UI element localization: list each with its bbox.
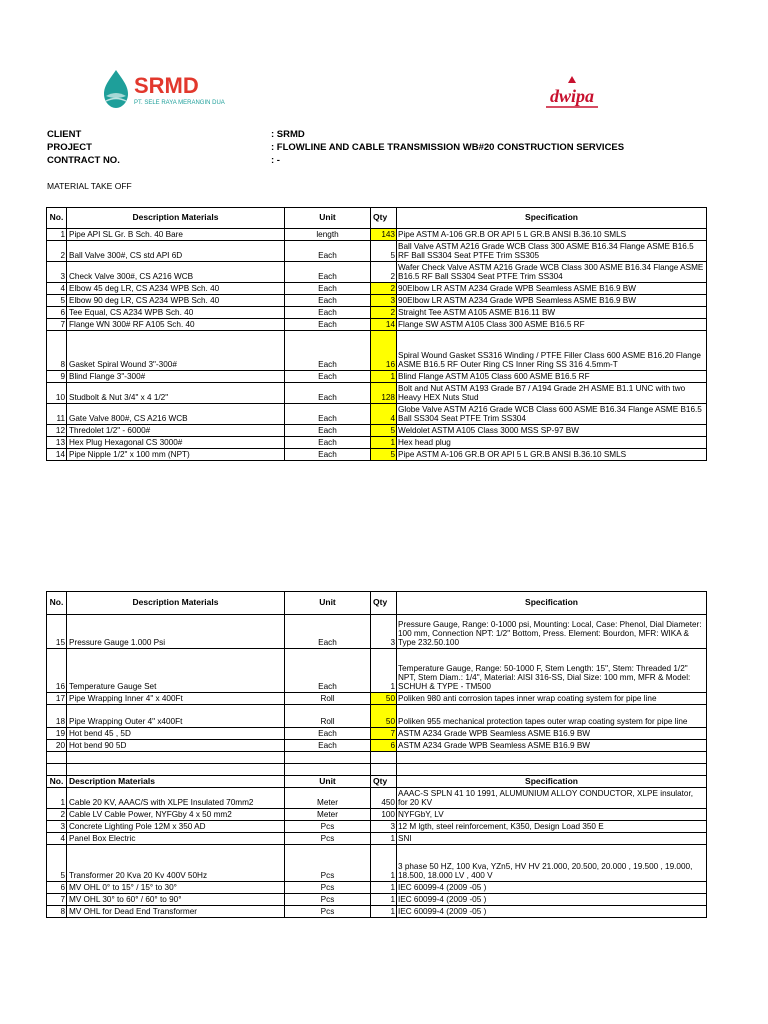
row-number: 11 — [47, 404, 67, 425]
col-header-unit: Unit — [285, 776, 371, 788]
row-unit: Each — [285, 383, 371, 404]
row-specification: IEC 60099-4 (2009 -05 ) — [397, 894, 707, 906]
row-specification: Globe Valve ASTM A216 Grade WCB Class 600 ASME B16.34 Flange ASME B16.5 Ball SS304 Seat PTFE Trim SS304 — [397, 404, 707, 425]
row-description: Elbow 45 deg LR, CS A234 WPB Sch. 40 — [67, 283, 285, 295]
row-number: 18 — [47, 705, 67, 728]
table-row — [47, 229, 707, 241]
table-row — [47, 383, 707, 404]
row-description: Panel Box Electric — [67, 833, 285, 845]
row-number: 4 — [47, 283, 67, 295]
table-row — [47, 425, 707, 437]
row-qty: 1 — [371, 833, 397, 845]
col-header-unit: Unit — [285, 592, 371, 615]
row-number: 3 — [47, 262, 67, 283]
row-description: Transformer 20 Kva 20 Kv 400V 50Hz — [67, 845, 285, 882]
table-row — [47, 331, 707, 371]
col-header-specification: Specification — [397, 208, 707, 229]
col-header-qty: Qty — [371, 208, 397, 229]
table-row — [47, 307, 707, 319]
row-unit: Each — [285, 262, 371, 283]
row-unit: Each — [285, 319, 371, 331]
row-unit: Pcs — [285, 833, 371, 845]
row-specification: Ball Valve ASTM A216 Grade WCB Class 300 ASME B16.34 Flange ASME B16.5 RF Ball SS304 Seat PTFE Trim SS305 — [397, 241, 707, 262]
row-unit: Pcs — [285, 906, 371, 918]
row-number: 16 — [47, 649, 67, 693]
row-unit: Each — [285, 615, 371, 649]
row-qty: 5 — [371, 449, 397, 461]
row-description: Temperature Gauge Set — [67, 649, 285, 693]
row-description: Hot bend 90 5D — [67, 740, 285, 752]
contract-label: CONTRACT NO. — [47, 155, 120, 166]
row-unit: Each — [285, 449, 371, 461]
row-unit: Each — [285, 295, 371, 307]
client-value: : SRMD — [271, 129, 305, 140]
table-row — [47, 809, 707, 821]
srmd-logo-subtitle: PT. SELE RAYA MERANGIN DUA — [134, 100, 225, 106]
row-number: 7 — [47, 894, 67, 906]
row-description: MV OHL 0° to 15° / 15° to 30° — [67, 882, 285, 894]
table-row — [47, 788, 707, 809]
row-specification: IEC 60099-4 (2009 -05 ) — [397, 882, 707, 894]
row-unit: Meter — [285, 809, 371, 821]
project-label: PROJECT — [47, 142, 92, 153]
col-header-description: Description Materials — [67, 208, 285, 229]
row-description: Blind Flange 3"-300# — [67, 371, 285, 383]
table-row — [47, 821, 707, 833]
row-number: 10 — [47, 383, 67, 404]
table-row — [47, 894, 707, 906]
row-qty: 1 — [371, 649, 397, 693]
row-unit: Each — [285, 283, 371, 295]
row-number: 4 — [47, 833, 67, 845]
table-row — [47, 283, 707, 295]
row-unit: Pcs — [285, 894, 371, 906]
table-row — [47, 262, 707, 283]
row-number: 19 — [47, 728, 67, 740]
row-description: Cable 20 KV, AAAC/S with XLPE Insulated 70mm2 — [67, 788, 285, 809]
col-header-specification: Specification — [397, 776, 707, 788]
material-take-off-title: MATERIAL TAKE OFF — [47, 181, 132, 191]
row-specification: 12 M lgth, steel reinforcement, K350, Design Load 350 E — [397, 821, 707, 833]
col-header-specification: Specification — [397, 592, 707, 615]
row-qty: 2 — [371, 283, 397, 295]
row-description: Flange WN 300# RF A105 Sch. 40 — [67, 319, 285, 331]
table-row — [47, 241, 707, 262]
col-header-qty: Qty — [371, 776, 397, 788]
row-description: Hot bend 45 , 5D — [67, 728, 285, 740]
row-number: 17 — [47, 693, 67, 705]
row-qty: 50 — [371, 705, 397, 728]
table-row — [47, 693, 707, 705]
row-qty: 16 — [371, 331, 397, 371]
row-description: Ball Valve 300#, CS std API 6D — [67, 241, 285, 262]
row-description: Studbolt & Nut 3/4" x 4 1/2" — [67, 383, 285, 404]
col-header-no: No. — [47, 208, 67, 229]
row-unit: Roll — [285, 693, 371, 705]
table-row — [47, 615, 707, 649]
row-description: Pipe Nipple 1/2" x 100 mm (NPT) — [67, 449, 285, 461]
section-header-row — [47, 776, 707, 788]
row-description: Gate Valve 800#, CS A216 WCB — [67, 404, 285, 425]
row-description: Gasket Spiral Wound 3"-300# — [67, 331, 285, 371]
row-qty: 2 — [371, 262, 397, 283]
row-qty: 3 — [371, 295, 397, 307]
row-number: 6 — [47, 307, 67, 319]
row-specification: Poliken 980 anti corrosion tapes inner wrap coating system for pipe line — [397, 693, 707, 705]
row-specification: 90Elbow LR ASTM A234 Grade WPB Seamless ASME B16.9 BW — [397, 283, 707, 295]
row-qty: 1 — [371, 845, 397, 882]
row-specification: 3 phase 50 HZ, 100 Kva, YZn5, HV HV 21.000, 20.500, 20.000 , 19.500 , 19.000, 18.500, 18.000 LV , 400 V — [397, 845, 707, 882]
material-table-1 — [46, 207, 707, 461]
client-label: CLIENT — [47, 129, 82, 140]
row-qty: 2 — [371, 307, 397, 319]
table-row — [47, 728, 707, 740]
table-row — [47, 404, 707, 425]
row-qty: 100 — [371, 809, 397, 821]
row-number: 8 — [47, 331, 67, 371]
row-unit: Each — [285, 649, 371, 693]
row-description: Concrete Lighting Pole 12M x 350 AD — [67, 821, 285, 833]
row-specification: Pipe ASTM A-106 GR.B OR API 5 L GR.B ANSI B.36.10 SMLS — [397, 229, 707, 241]
row-specification: Wafer Check Valve ASTM A216 Grade WCB Class 300 ASME B16.34 Flange ASME B16.5 RF Ball SS304 Seat PTFE Trim SS304 — [397, 262, 707, 283]
srmd-logo-name: SRMD — [134, 73, 199, 98]
table-row — [47, 705, 707, 728]
row-specification: Flange SW ASTM A105 Class 300 ASME B16.5 RF — [397, 319, 707, 331]
row-unit: Each — [285, 331, 371, 371]
row-number: 13 — [47, 437, 67, 449]
table-row — [47, 295, 707, 307]
row-description: Thredolet 1/2" - 6000# — [67, 425, 285, 437]
row-unit: Pcs — [285, 821, 371, 833]
row-description: Pipe Wrapping Outer 4" x400Ft — [67, 705, 285, 728]
row-unit: Each — [285, 307, 371, 319]
row-unit: Each — [285, 425, 371, 437]
row-specification: Poliken 955 mechanical protection tapes outer wrap coating system for pipe line — [397, 705, 707, 728]
row-description: Pipe API SL Gr. B Sch. 40 Bare — [67, 229, 285, 241]
row-unit: Each — [285, 437, 371, 449]
row-unit: Each — [285, 740, 371, 752]
row-specification: 90Elbow LR ASTM A234 Grade WPB Seamless ASME B16.9 BW — [397, 295, 707, 307]
table-row — [47, 319, 707, 331]
blank-row — [47, 764, 707, 776]
row-unit: Each — [285, 241, 371, 262]
row-qty: 4 — [371, 404, 397, 425]
row-unit: Meter — [285, 788, 371, 809]
row-specification: ASTM A234 Grade WPB Seamless ASME B16.9 BW — [397, 728, 707, 740]
row-specification: Weldolet ASTM A105 Class 3000 MSS SP-97 BW — [397, 425, 707, 437]
row-specification: NYFGbY, LV — [397, 809, 707, 821]
row-number: 5 — [47, 295, 67, 307]
row-number: 1 — [47, 788, 67, 809]
row-number: 7 — [47, 319, 67, 331]
row-specification: Hex head plug — [397, 437, 707, 449]
dwipa-logo — [540, 74, 604, 114]
col-header-qty: Qty — [371, 592, 397, 615]
table-row — [47, 882, 707, 894]
blank-row — [47, 752, 707, 764]
row-qty: 1 — [371, 882, 397, 894]
row-specification: Pipe ASTM A-106 GR.B OR API 5 L GR.B ANSI B.36.10 SMLS — [397, 449, 707, 461]
col-header-description: Description Materials — [67, 592, 285, 615]
table-row — [47, 649, 707, 693]
row-unit: Pcs — [285, 882, 371, 894]
row-specification: SNI — [397, 833, 707, 845]
row-qty: 450 — [371, 788, 397, 809]
row-description: Cable LV Cable Power, NYFGby 4 x 50 mm2 — [67, 809, 285, 821]
row-specification: AAAC-S SPLN 41 10 1991, ALUMUNIUM ALLOY CONDUCTOR, XLPE insulator, for 20 KV — [397, 788, 707, 809]
row-description: Elbow 90 deg LR, CS A234 WPB Sch. 40 — [67, 295, 285, 307]
col-header-description: Description Materials — [67, 776, 285, 788]
row-description: MV OHL 30° to 60° / 60° to 90° — [67, 894, 285, 906]
row-number: 6 — [47, 882, 67, 894]
row-qty: 1 — [371, 894, 397, 906]
table-row — [47, 845, 707, 882]
row-description: Pressure Gauge 1.000 Psi — [67, 615, 285, 649]
row-qty: 3 — [371, 615, 397, 649]
row-specification: ASTM A234 Grade WPB Seamless ASME B16.9 BW — [397, 740, 707, 752]
row-specification: Blind Flange ASTM A105 Class 600 ASME B16.5 RF — [397, 371, 707, 383]
material-table-2 — [46, 591, 707, 918]
col-header-no: No. — [47, 776, 67, 788]
dwipa-logo-text: dwipa — [549, 86, 595, 106]
row-number: 2 — [47, 241, 67, 262]
row-unit: Roll — [285, 705, 371, 728]
row-number: 5 — [47, 845, 67, 882]
srmd-logo — [96, 66, 246, 112]
row-number: 2 — [47, 809, 67, 821]
row-qty: 128 — [371, 383, 397, 404]
row-unit: length — [285, 229, 371, 241]
row-description: Hex Plug Hexagonal CS 3000# — [67, 437, 285, 449]
row-number: 3 — [47, 821, 67, 833]
table-row — [47, 740, 707, 752]
row-qty: 7 — [371, 728, 397, 740]
project-value: : FLOWLINE AND CABLE TRANSMISSION WB#20 CONSTRUCTION SERVICES — [271, 142, 625, 153]
row-unit: Each — [285, 371, 371, 383]
row-number: 20 — [47, 740, 67, 752]
row-unit: Each — [285, 728, 371, 740]
row-qty: 143 — [371, 229, 397, 241]
row-qty: 14 — [371, 319, 397, 331]
table-row — [47, 371, 707, 383]
row-number: 12 — [47, 425, 67, 437]
row-unit: Pcs — [285, 845, 371, 882]
row-number: 15 — [47, 615, 67, 649]
row-specification: Straight Tee ASTM A105 ASME B16.11 BW — [397, 307, 707, 319]
table-row — [47, 833, 707, 845]
row-number: 14 — [47, 449, 67, 461]
row-qty: 3 — [371, 821, 397, 833]
row-qty: 1 — [371, 906, 397, 918]
col-header-no: No. — [47, 592, 67, 615]
row-qty: 50 — [371, 693, 397, 705]
table-row — [47, 449, 707, 461]
row-description: Check Valve 300#, CS A216 WCB — [67, 262, 285, 283]
row-specification: Pressure Gauge, Range: 0-1000 psi, Mounting: Local, Case: Phenol, Dial Diameter: 100 mm, Connection NPT: 1/2" Bottom, Press. Element: Bourdon, MFR: WIKA & Type 232.50.100 — [397, 615, 707, 649]
row-description: Pipe Wrapping Inner 4" x 400Ft — [67, 693, 285, 705]
row-qty: 1 — [371, 371, 397, 383]
row-specification: Spiral Wound Gasket SS316 Winding / PTFE Filler Class 600 ASME B16.20 Flange ASME B16.5 RF Outer Ring CS Inner Ring SS 316 4.5mm-T — [397, 331, 707, 371]
row-number: 1 — [47, 229, 67, 241]
row-number: 8 — [47, 906, 67, 918]
table-row — [47, 906, 707, 918]
row-number: 9 — [47, 371, 67, 383]
row-qty: 6 — [371, 740, 397, 752]
table-row — [47, 437, 707, 449]
row-qty: 1 — [371, 437, 397, 449]
row-specification: Temperature Gauge, Range: 50-1000 F, Stem Length: 15", Stem: Threaded 1/2" NPT, Stem Diam.: 1/4", Material: AISI 316-SS, Dial Size: 100 mm, MFR & Model: SCHUH & TYPE - TM500 — [397, 649, 707, 693]
row-qty: 5 — [371, 241, 397, 262]
contract-value: : - — [271, 155, 280, 166]
row-qty: 5 — [371, 425, 397, 437]
row-description: MV OHL for Dead End Transformer — [67, 906, 285, 918]
row-specification: Bolt and Nut ASTM A193 Grade B7 / A194 Grade 2H ASME B1.1 UNC with two Heavy HEX Nuts Stud — [397, 383, 707, 404]
row-specification: IEC 60099-4 (2009 -05 ) — [397, 906, 707, 918]
row-description: Tee Equal, CS A234 WPB Sch. 40 — [67, 307, 285, 319]
row-unit: Each — [285, 404, 371, 425]
col-header-unit: Unit — [285, 208, 371, 229]
